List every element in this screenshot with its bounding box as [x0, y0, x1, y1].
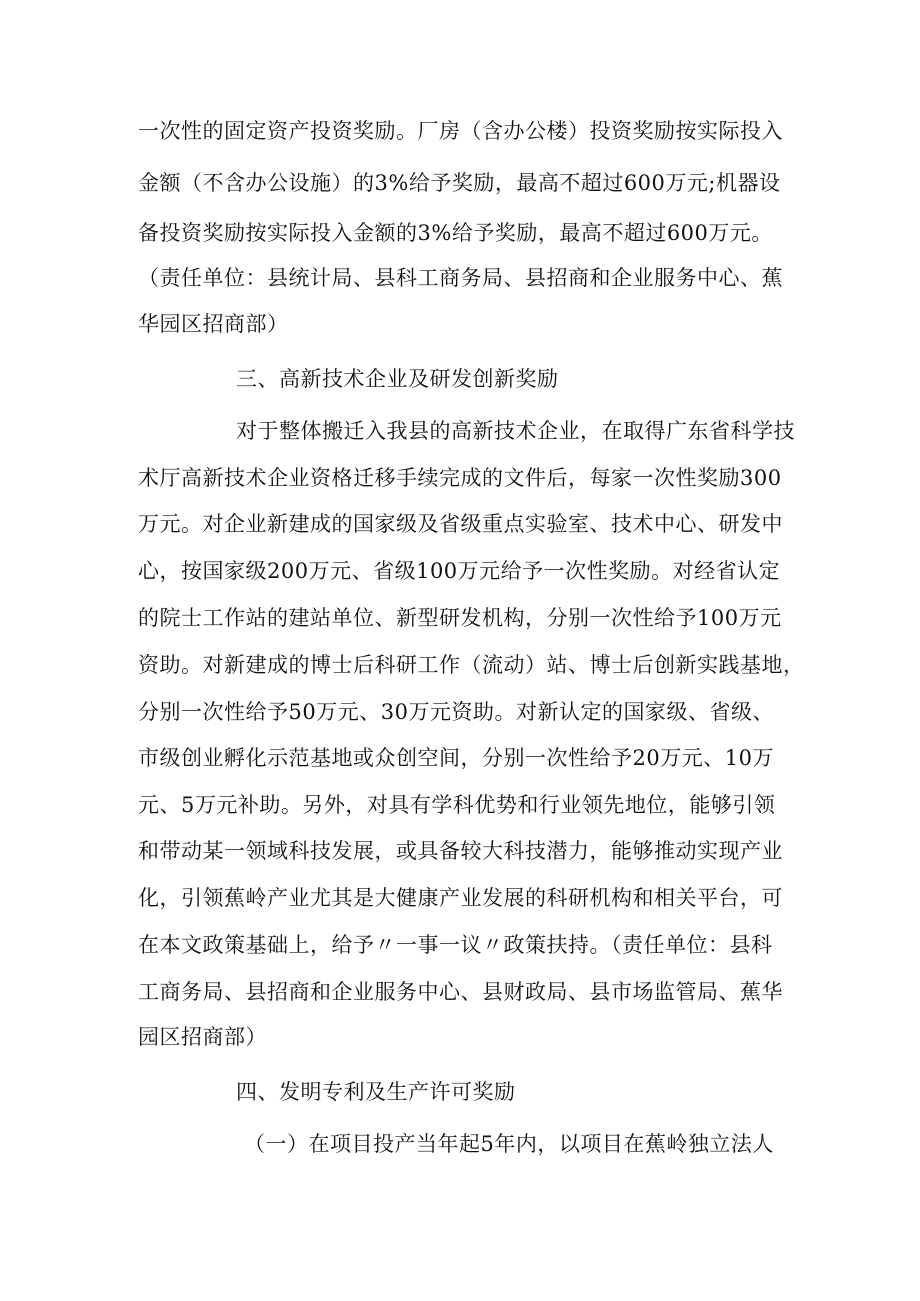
paragraph-line: 化，引领蕉岭产业尤其是大健康产业发展的科研机构和相关平台，可 — [138, 886, 783, 910]
paragraph-line: 分别一次性给予50万元、30万元资助。对新认定的国家级、省级、 — [138, 700, 774, 724]
paragraph-line: 华园区招商部） — [138, 312, 289, 336]
paragraph-line: （责任单位：县统计局、县科工商务局、县招商和企业服务中心、蕉 — [138, 266, 783, 290]
paragraph-line: 园区招商部） — [138, 1025, 267, 1049]
paragraph-line: 备投资奖励按实际投入金额的3%给予奖励，最高不超过600万元。 — [138, 221, 773, 245]
paragraph-line: 资助。对新建成的博士后科研工作（流动）站、博士后创新实践基地， — [138, 653, 805, 677]
section-heading-4: 四、发明专利及生产许可奖励 — [236, 1080, 516, 1104]
paragraph-line: （一）在项目投产当年起5年内，以项目在蕉岭独立法人 — [244, 1132, 774, 1156]
paragraph-line: 心，按国家级200万元、省级100万元给予一次性奖励。对经省认定 — [138, 559, 781, 583]
paragraph-line: 万元。对企业新建成的国家级及省级重点实验室、技术中心、研发中 — [138, 512, 783, 536]
paragraph-line: 市级创业孵化示范基地或众创空间，分别一次性给予20万元、10万 — [138, 746, 774, 770]
paragraph-line: 工商务局、县招商和企业服务中心、县财政局、县市场监管局、蕉华 — [138, 980, 783, 1004]
section-heading-3: 三、高新技术企业及研发创新奖励 — [236, 367, 559, 391]
paragraph-line: 在本文政策基础上，给予〃一事一议〃政策扶持。（责任单位：县科 — [138, 933, 773, 957]
paragraph-line: 术厅高新技术企业资格迁移手续完成的文件后，每家一次性奖励300 — [138, 466, 782, 490]
paragraph-line: 一次性的固定资产投资奖励。厂房（含办公楼）投资奖励按实际投入 — [138, 119, 783, 143]
paragraph-line: 元、5万元补助。另外，对具有学科优势和行业领先地位，能够引领 — [138, 793, 776, 817]
paragraph-line: 对于整体搬迁入我县的高新技术企业，在取得广东省科学技 — [236, 419, 795, 443]
paragraph-line: 和带动某一领域科技发展，或具备较大科技潜力，能够推动实现产业 — [138, 839, 783, 863]
paragraph-line: 的院士工作站的建站单位、新型研发机构，分别一次性给予100万元 — [138, 606, 782, 630]
paragraph-line: 金额（不含办公设施）的3%给予奖励，最高不超过600万元;机器设 — [138, 171, 781, 195]
